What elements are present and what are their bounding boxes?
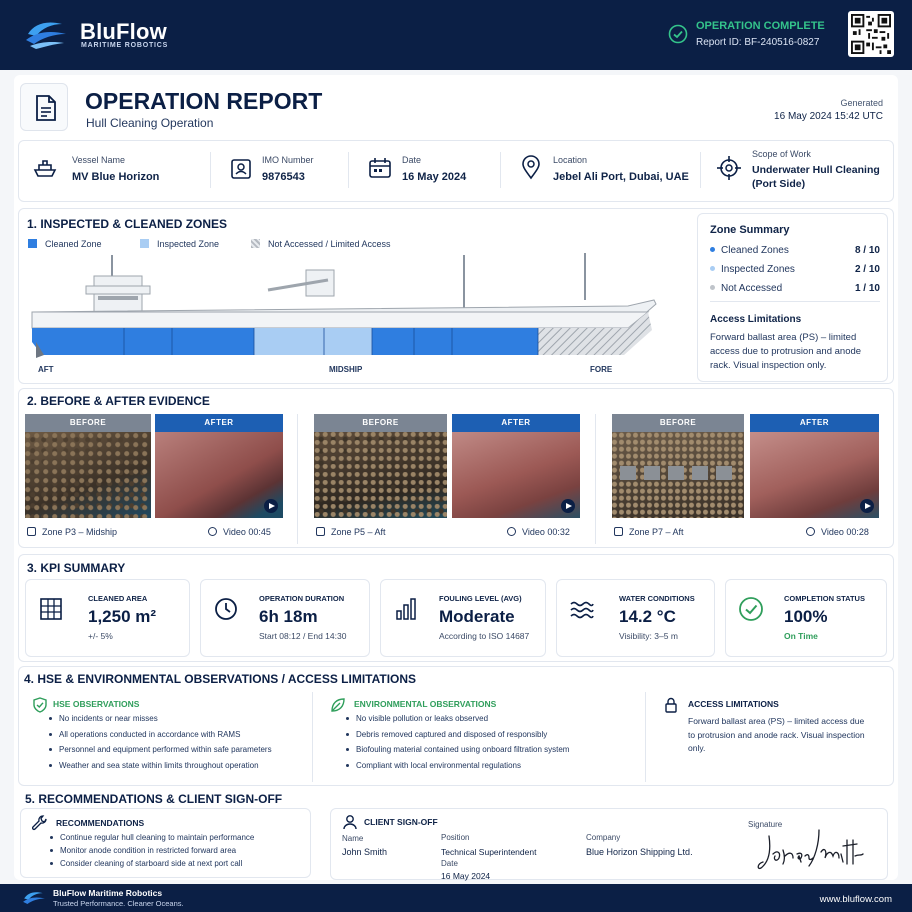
cleaned-zones-count: 8 / 10 bbox=[854, 245, 880, 256]
video-duration[interactable] bbox=[806, 527, 869, 537]
scope-value-1: Underwater Hull Cleaning bbox=[752, 164, 880, 176]
divider bbox=[710, 301, 880, 302]
kpi-label: FOULING LEVEL (AVG) bbox=[439, 594, 522, 603]
legend-not-label: Not Accessed / Limited Access bbox=[268, 239, 391, 249]
list-item: Compliant with local environmental regulations bbox=[346, 761, 569, 777]
evidence-zone-caption bbox=[27, 527, 117, 537]
kpi-value: Moderate bbox=[439, 607, 515, 626]
zone-label: Zone P7 – Aft bbox=[629, 527, 684, 537]
kpi-cleaned-area bbox=[25, 579, 190, 657]
date-label-signoff: Date bbox=[441, 859, 458, 868]
section-4-title: 4. HSE & ENVIRONMENTAL OBSERVATIONS / ACCESS LIMITATIONS bbox=[24, 672, 417, 686]
date-value: 16 May 2024 bbox=[402, 171, 467, 183]
imo-value: 9876543 bbox=[262, 171, 305, 183]
not-accessed-count: 1 / 10 bbox=[854, 283, 880, 294]
kpi-fouling bbox=[380, 579, 546, 657]
access-title: ACCESS LIMITATIONS bbox=[688, 699, 779, 709]
wrench-icon bbox=[32, 815, 48, 831]
not-accessed-row bbox=[710, 283, 880, 294]
anode-rack bbox=[620, 466, 738, 480]
page-title: OPERATION REPORT bbox=[85, 88, 323, 114]
message-icon bbox=[614, 527, 623, 536]
divider bbox=[297, 414, 298, 544]
after-photo[interactable] bbox=[155, 432, 283, 518]
kpi-value: 1,250 m² bbox=[88, 607, 157, 626]
brand-name: BluFlow bbox=[80, 19, 167, 44]
name-label: Name bbox=[342, 834, 364, 843]
play-icon[interactable] bbox=[264, 499, 278, 513]
play-circle-icon bbox=[208, 527, 217, 536]
bluflow-logo-icon bbox=[24, 16, 68, 50]
recommendations-list bbox=[50, 833, 254, 872]
footer-tagline: Trusted Performance. Cleaner Oceans. bbox=[53, 899, 184, 908]
recommendations-list-wrap bbox=[50, 830, 300, 876]
cleaned-zones-label: Cleaned Zones bbox=[721, 245, 789, 256]
before-header: BEFORE bbox=[25, 414, 151, 432]
zone-label: Zone P5 – Aft bbox=[331, 527, 386, 537]
status-dot bbox=[710, 247, 715, 252]
zone-summary-title: Zone Summary bbox=[710, 224, 790, 236]
grid-icon bbox=[38, 596, 64, 622]
document-icon bbox=[21, 84, 69, 132]
legend-inspected-label: Inspected Zone bbox=[157, 239, 220, 249]
qr-code-icon bbox=[851, 14, 891, 54]
hull-midship-label: MIDSHIP bbox=[329, 365, 363, 374]
before-photo[interactable] bbox=[612, 432, 744, 518]
location-label: Location bbox=[553, 155, 588, 165]
section-1-title: 1. INSPECTED & CLEANED ZONES bbox=[27, 217, 228, 231]
kpi-sub: +/- 5% bbox=[88, 631, 113, 641]
generated-label: Generated bbox=[840, 98, 883, 108]
section-3-title: 3. KPI SUMMARY bbox=[27, 561, 126, 575]
divider bbox=[210, 152, 211, 188]
status-dot bbox=[710, 266, 715, 271]
qr-code[interactable] bbox=[848, 11, 894, 57]
list-item: Weather and sea state within limits throughout operation bbox=[49, 761, 272, 777]
list-item: Personnel and equipment performed within safe parameters bbox=[49, 745, 272, 761]
ship-icon bbox=[32, 155, 58, 181]
vessel-label: Vessel Name bbox=[72, 155, 126, 165]
kpi-value: 100% bbox=[784, 607, 828, 626]
vessel-value: MV Blue Horizon bbox=[72, 171, 160, 183]
footer-url-link[interactable]: www.bluflow.com bbox=[819, 894, 892, 905]
divider bbox=[595, 414, 596, 544]
company-value: Blue Horizon Shipping Ltd. bbox=[586, 847, 693, 857]
hull-aft-label: AFT bbox=[38, 365, 54, 374]
after-photo[interactable] bbox=[750, 432, 879, 518]
after-header: AFTER bbox=[452, 414, 580, 432]
scope-value-2: (Port Side) bbox=[752, 178, 806, 190]
calendar-icon bbox=[367, 155, 393, 181]
leaf-icon bbox=[330, 697, 346, 713]
location-info bbox=[518, 141, 698, 199]
scope-label: Scope of Work bbox=[752, 149, 811, 159]
inspected-zones-count: 2 / 10 bbox=[854, 264, 880, 275]
kpi-duration bbox=[200, 579, 370, 657]
shield-check-icon bbox=[33, 697, 47, 713]
signature-label: Signature bbox=[748, 820, 783, 829]
date-label: Date bbox=[402, 155, 422, 165]
map-pin-icon bbox=[518, 155, 544, 181]
list-item: Debris removed captured and disposed of responsibly bbox=[346, 730, 569, 746]
kpi-sub: According to ISO 14687 bbox=[439, 631, 530, 641]
zone-label: Zone P3 – Midship bbox=[42, 527, 118, 537]
vessel-hull-diagram bbox=[28, 250, 658, 362]
legend-not-accessed bbox=[251, 239, 391, 249]
section-5-title: 5. RECOMMENDATIONS & CLIENT SIGN-OFF bbox=[25, 792, 283, 806]
hse-list bbox=[49, 714, 272, 776]
video-duration[interactable] bbox=[208, 527, 271, 537]
check-circle-icon bbox=[738, 596, 764, 622]
kpi-sub: Visibility: 3–5 m bbox=[619, 631, 678, 641]
brand-subtitle: MARITIME ROBOTICS bbox=[81, 42, 169, 49]
after-photo[interactable] bbox=[452, 432, 580, 518]
video-label: Video 00:28 bbox=[821, 527, 869, 537]
kpi-value: 6h 18m bbox=[259, 607, 318, 626]
kpi-water bbox=[556, 579, 715, 657]
legend-cleaned-label: Cleaned Zone bbox=[45, 239, 102, 249]
evidence-zone-caption bbox=[614, 527, 684, 537]
imo-info bbox=[228, 141, 338, 199]
position-label: Position bbox=[441, 833, 470, 842]
generated-value: 16 May 2024 15:42 UTC bbox=[774, 111, 883, 122]
list-item: All operations conducted in accordance with RAMS bbox=[49, 730, 272, 746]
bluflow-logo-icon bbox=[22, 888, 46, 908]
id-card-icon bbox=[228, 155, 254, 181]
after-header: AFTER bbox=[750, 414, 879, 432]
divider bbox=[700, 152, 701, 188]
inspected-zones-row bbox=[710, 264, 880, 275]
not-accessed-label: Not Accessed bbox=[721, 283, 783, 294]
list-item: Biofouling material contained using onboard filtration system bbox=[346, 745, 569, 761]
access-limitations-text: Forward ballast area (PS) – limited access due to protrusion and anode rack. Visual inspection only. bbox=[710, 332, 862, 371]
recommendations-title: RECOMMENDATIONS bbox=[56, 818, 145, 828]
legend-swatch bbox=[28, 239, 37, 248]
footer-company: BluFlow Maritime Robotics bbox=[53, 888, 163, 898]
kpi-label: COMPLETION STATUS bbox=[784, 594, 865, 603]
message-icon bbox=[316, 527, 325, 536]
video-duration[interactable] bbox=[507, 527, 570, 537]
env-title: ENVIRONMENTAL OBSERVATIONS bbox=[354, 699, 497, 709]
crosshair-icon bbox=[716, 155, 742, 181]
legend-swatch bbox=[251, 239, 260, 248]
cleaned-zones-row bbox=[710, 245, 880, 256]
video-label: Video 00:45 bbox=[223, 527, 271, 537]
divider bbox=[348, 152, 349, 188]
before-photo[interactable] bbox=[25, 432, 151, 518]
evidence-zone-caption bbox=[316, 527, 386, 537]
date-value-signoff: 16 May 2024 bbox=[441, 871, 491, 881]
vessel-info bbox=[32, 141, 202, 199]
inspected-zones-label: Inspected Zones bbox=[721, 264, 795, 275]
message-icon bbox=[27, 527, 36, 536]
kpi-sub: On Time bbox=[784, 631, 818, 641]
legend-cleaned bbox=[28, 239, 102, 249]
environmental-observations bbox=[320, 692, 646, 782]
bar-chart-icon bbox=[393, 596, 419, 622]
report-doc-badge bbox=[20, 83, 68, 131]
user-icon bbox=[342, 814, 358, 830]
kpi-completion bbox=[725, 579, 887, 657]
list-item: No visible pollution or leaks observed bbox=[346, 714, 569, 730]
kpi-sub: Start 08:12 / End 14:30 bbox=[259, 631, 347, 641]
before-header: BEFORE bbox=[612, 414, 744, 432]
list-item: Consider cleaning of starboard side at next port call bbox=[50, 859, 254, 872]
legend-inspected bbox=[140, 239, 219, 249]
position-value: Technical Superintendent bbox=[441, 847, 537, 857]
play-icon[interactable] bbox=[561, 499, 575, 513]
kpi-label: WATER CONDITIONS bbox=[619, 594, 695, 603]
operation-status: OPERATION COMPLETE bbox=[696, 20, 825, 32]
hse-observations bbox=[25, 692, 313, 782]
check-circle-icon bbox=[668, 24, 688, 44]
video-label: Video 00:32 bbox=[522, 527, 570, 537]
company-label: Company bbox=[586, 833, 621, 842]
after-header: AFTER bbox=[155, 414, 283, 432]
status-dot bbox=[710, 285, 715, 290]
lock-icon bbox=[664, 697, 678, 713]
env-list bbox=[346, 714, 569, 776]
page-subtitle: Hull Cleaning Operation bbox=[86, 116, 214, 130]
kpi-value: 14.2 °C bbox=[619, 607, 676, 626]
kpi-label: OPERATION DURATION bbox=[259, 594, 345, 603]
access-limitations-panel bbox=[652, 692, 886, 782]
location-value: Jebel Ali Port, Dubai, UAE bbox=[553, 171, 689, 183]
divider bbox=[500, 152, 501, 188]
list-item: Continue regular hull cleaning to maintain performance bbox=[50, 833, 254, 846]
access-limitations-title: Access Limitations bbox=[710, 314, 802, 325]
scope-info bbox=[716, 141, 886, 199]
before-header: BEFORE bbox=[314, 414, 447, 432]
clock-icon bbox=[213, 596, 239, 622]
date-info bbox=[367, 141, 497, 199]
kpi-label: CLEANED AREA bbox=[88, 594, 148, 603]
hull-fore-label: FORE bbox=[590, 365, 613, 374]
waves-icon bbox=[569, 596, 595, 622]
list-item: No incidents or near misses bbox=[49, 714, 272, 730]
hse-title: HSE OBSERVATIONS bbox=[53, 699, 140, 709]
signature-image bbox=[755, 826, 865, 872]
play-circle-icon bbox=[507, 527, 516, 536]
list-item: Monitor anode condition in restricted forward area bbox=[50, 846, 254, 859]
play-circle-icon bbox=[806, 527, 815, 536]
imo-label: IMO Number bbox=[262, 155, 314, 165]
client-signoff-title: CLIENT SIGN-OFF bbox=[364, 817, 438, 827]
section-2-title: 2. BEFORE & AFTER EVIDENCE bbox=[27, 394, 210, 408]
play-icon[interactable] bbox=[860, 499, 874, 513]
report-id: Report ID: BF-240516-0827 bbox=[696, 37, 820, 48]
legend-swatch bbox=[140, 239, 149, 248]
before-photo[interactable] bbox=[314, 432, 447, 518]
name-value: John Smith bbox=[342, 847, 388, 857]
access-text: Forward ballast area (PS) – limited access due to protrusion and anode rack. Visual inspection only. bbox=[688, 716, 865, 753]
